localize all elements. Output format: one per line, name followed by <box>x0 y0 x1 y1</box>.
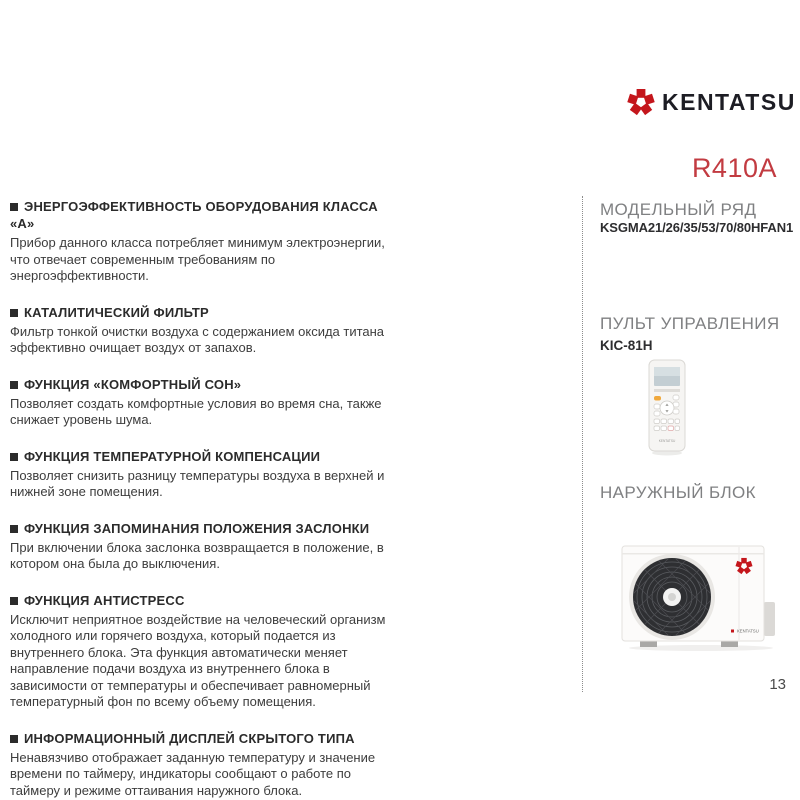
bullet-square-icon <box>10 525 18 533</box>
kentatsu-pinwheel-icon <box>627 88 655 116</box>
feature-description: Прибор данного класса потребляет минимум электроэнергии, что отвечает современным требованиям по энергоэффективности. <box>10 235 385 283</box>
brand-logo <box>627 88 796 116</box>
feature-antistress <box>10 592 398 711</box>
bullet-square-icon <box>10 453 18 461</box>
remote-control-label: ПУЛЬТ УПРАВЛЕНИЯ <box>600 314 780 333</box>
feature-temperature-compensation <box>10 448 398 501</box>
feature-title-text: ИНФОРМАЦИОННЫЙ ДИСПЛЕЙ СКРЫТОГО ТИПА <box>24 730 355 746</box>
page-number: 13 <box>769 676 786 693</box>
refrigerant-type-label: R410A <box>691 153 777 183</box>
feature-description: Ненавязчиво отображает заданную температуру и значение времени по таймеру, индикаторы сообщают о работе по таймеру и режиме оттаивания наружного блока. <box>10 749 376 798</box>
bullet-square-icon <box>10 735 18 743</box>
feature-title-text: ФУНКЦИЯ «КОМФОРТНЫЙ СОН» <box>24 376 242 392</box>
column-divider <box>582 196 583 692</box>
outdoor-brand-mark: KENTATSU <box>737 628 759 634</box>
feature-energy-efficiency <box>10 198 398 285</box>
feature-title-text: ФУНКЦИЯ ЗАПОМИНАНИЯ ПОЛОЖЕНИЯ ЗАСЛОНКИ <box>24 520 370 536</box>
outdoor-unit-image <box>613 538 791 654</box>
feature-title <box>10 730 398 747</box>
feature-title <box>10 304 398 321</box>
feature-title <box>10 376 398 393</box>
remote-control-model: KIC-81H <box>600 338 653 353</box>
feature-title <box>10 448 398 465</box>
remote-brand-mark: KENTATSU <box>658 439 676 443</box>
bullet-square-icon <box>10 309 18 317</box>
feature-title <box>10 592 398 609</box>
remote-control-image <box>645 358 689 458</box>
feature-list <box>10 198 398 800</box>
feature-description: Исключит неприятное воздействие на человеческий организм холодного или горячего воздуха, который подается из внутреннего блока. Эта функция автоматически меняет направление подачи воздуха из внутреннего блока в зависимости от температуры и обеспечивает равномерный температурный фон по всему объему помещения. <box>10 611 386 709</box>
bullet-square-icon <box>10 203 18 211</box>
feature-catalytic-filter <box>10 304 398 357</box>
feature-description: Фильтр тонкой очистки воздуха с содержанием оксида титана эффективно очищает воздух от запахов. <box>10 323 385 355</box>
feature-title-text: КАТАЛИТИЧЕСКИЙ ФИЛЬТР <box>24 304 209 320</box>
feature-title <box>10 198 398 232</box>
feature-description: При включении блока заслонка возвращается в положение, в котором она была до выключения. <box>10 539 384 571</box>
feature-title <box>10 520 398 537</box>
bullet-square-icon <box>10 381 18 389</box>
feature-louver-memory <box>10 520 398 573</box>
feature-title-text: ФУНКЦИЯ ТЕМПЕРАТУРНОЙ КОМПЕНСАЦИИ <box>24 448 321 464</box>
feature-hidden-display <box>10 730 398 800</box>
feature-description: Позволяет создать комфортные условия во время сна, также снижает уровень шума. <box>10 395 382 427</box>
feature-description: Позволяет снизить разницу температуры воздуха в верхней и нижней зоне помещения. <box>10 467 385 499</box>
feature-title-text: ФУНКЦИЯ АНТИСТРЕСС <box>24 592 185 608</box>
model-range-label: МОДЕЛЬНЫЙ РЯД <box>600 200 757 219</box>
model-range-value: KSGMA21/26/35/53/70/80HFAN1 <box>600 220 794 235</box>
outdoor-unit-label: НАРУЖНЫЙ БЛОК <box>600 483 756 502</box>
feature-title-text: ЭНЕРГОЭФФЕКТИВНОСТЬ ОБОРУДОВАНИЯ КЛАССА «А» <box>10 199 378 231</box>
bullet-square-icon <box>10 597 18 605</box>
feature-comfort-sleep <box>10 376 398 429</box>
brand-name: KENTATSU <box>662 88 796 115</box>
